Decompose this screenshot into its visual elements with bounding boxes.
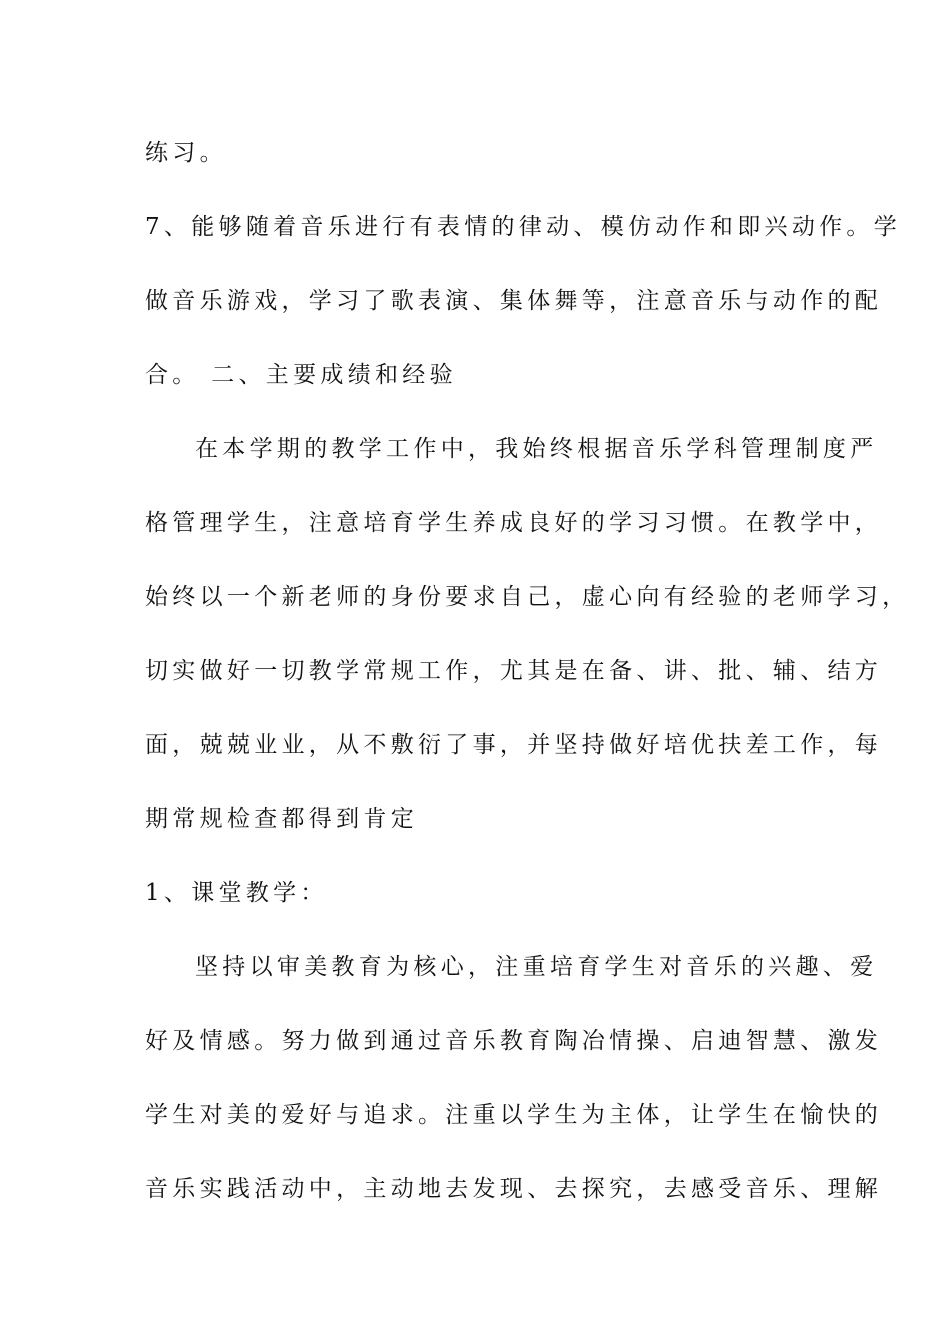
text-line: 切实做好一切教学常规工作，尤其是在备、讲、批、辅、结方 <box>145 658 883 684</box>
subheading-line: 1、课堂教学： <box>145 880 328 906</box>
text-line: 始终以一个新老师的身份要求自己，虚心向有经验的老师学习， <box>145 584 910 610</box>
text-line: 7、能够随着音乐进行有表情的律动、模仿动作和即兴动作。学 <box>145 214 902 240</box>
text-line: 音乐实践活动中，主动地去发现、去探究，去感受音乐、理解 <box>145 1176 883 1202</box>
paragraph-first-line: 坚持以审美教育为核心，注重培育学生对音乐的兴趣、爱 <box>195 954 878 980</box>
text-line: 做音乐游戏，学习了歌表演、集体舞等，注意音乐与动作的配 <box>145 288 883 314</box>
text-line: 面，兢兢业业，从不敷衍了事，并坚持做好培优扶差工作，每 <box>145 732 883 758</box>
text-line: 好及情感。努力做到通过音乐教育陶冶情操、启迪智慧、激发 <box>145 1028 883 1054</box>
text-line: 学生对美的爱好与追求。注重以学生为主体，让学生在愉快的 <box>145 1102 883 1128</box>
paragraph-first-line: 在本学期的教学工作中，我始终根据音乐学科管理制度严 <box>195 436 878 462</box>
text-line: 期常规检查都得到肯定 <box>145 806 418 832</box>
section-heading-line: 合。 二、主要成绩和经验 <box>145 362 457 388</box>
text-line: 格管理学生，注意培育学生养成良好的学习习惯。在教学中， <box>145 510 883 536</box>
text-line: 练习。 <box>145 140 227 166</box>
